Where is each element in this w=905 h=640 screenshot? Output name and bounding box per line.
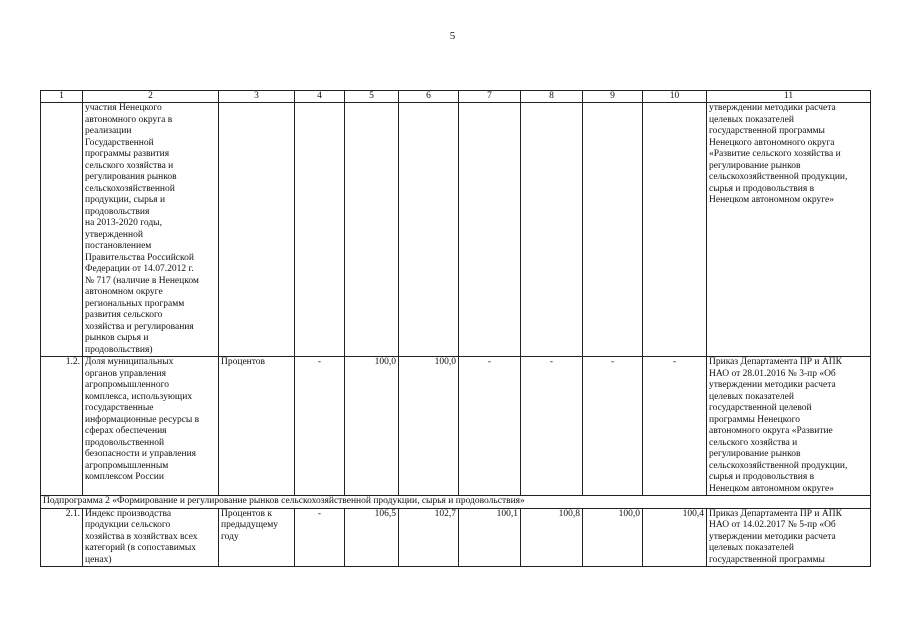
indicators-table [40, 90, 871, 567]
column-header: 11 [707, 91, 871, 103]
subprogram-title: Подпрограмма 2 «Формирование и регулирование рынков сельскохозяйственной продукции, сырья и продовольствия» [41, 496, 871, 509]
column-header: 2 [83, 91, 219, 103]
value-cell: 102,7 [399, 508, 459, 567]
value-cell [295, 103, 345, 357]
column-header: 6 [399, 91, 459, 103]
column-header: 7 [459, 91, 521, 103]
value-cell: - [583, 357, 643, 496]
value-cell: - [521, 357, 583, 496]
value-cell: - [643, 357, 707, 496]
unit-cell: Процентов [219, 357, 295, 496]
value-cell: - [295, 508, 345, 567]
value-cell: 100,8 [521, 508, 583, 567]
unit-cell [219, 103, 295, 357]
value-cell [345, 103, 399, 357]
column-header: 1 [41, 91, 83, 103]
row-number [41, 103, 83, 357]
value-cell: 100,0 [583, 508, 643, 567]
value-cell: 100,4 [643, 508, 707, 567]
indicator-name: Доля муниципальных органов управления агропромышленного комплекса, использующих государственные информационные ресурсы в сферах обеспечения продовольственной безопасности и управления агропромышленным комплексом России [83, 357, 219, 496]
table-row [41, 357, 871, 496]
column-header: 3 [219, 91, 295, 103]
header-row [41, 91, 871, 103]
subprogram-row [41, 496, 871, 509]
column-header: 5 [345, 91, 399, 103]
value-cell: 100,1 [459, 508, 521, 567]
indicator-name: Индекс производства продукции сельского хозяйства в хозяйствах всех категорий (в сопоставимых ценах) [83, 508, 219, 567]
unit-cell: Процентов к предыдущему году [219, 508, 295, 567]
row-number: 2.1. [41, 508, 83, 567]
column-header: 10 [643, 91, 707, 103]
source-document-cell: Приказ Департамента ПР и АПК НАО от 14.02.2017 № 5-пр «Об утверждении методики расчета целевых показателей государственной программы [707, 508, 871, 567]
table-row [41, 103, 871, 357]
value-cell [459, 103, 521, 357]
table-row [41, 508, 871, 567]
value-cell [643, 103, 707, 357]
page-number: 5 [449, 30, 456, 42]
row-number: 1.2. [41, 357, 83, 496]
column-header: 9 [583, 91, 643, 103]
value-cell: - [295, 357, 345, 496]
value-cell [521, 103, 583, 357]
source-document-cell: утверждении методики расчета целевых показателей государственной программы Ненецкого автономного округа «Развитие сельского хозяйства и регулирование рынков сельскохозяйственной продукции, сырья и продовольствия в Ненецком автономном округе» [707, 103, 871, 357]
value-cell [583, 103, 643, 357]
value-cell: 100,0 [399, 357, 459, 496]
value-cell: 100,0 [345, 357, 399, 496]
value-cell: 106,5 [345, 508, 399, 567]
value-cell [399, 103, 459, 357]
column-header: 4 [295, 91, 345, 103]
source-document-cell: Приказ Департамента ПР и АПК НАО от 28.01.2016 № 3-пр «Об утверждении методики расчета целевых показателей государственной целевой программы Ненецкого автономного округа «Развитие сельского хозяйства и регулирование рынков сельскохозяйственной продукции, сырья и продовольствия в Ненецком автономном округе» [707, 357, 871, 496]
column-header: 8 [521, 91, 583, 103]
indicator-name: участия Ненецкого автономного округа в реализации Государственной программы развития сельского хозяйства и регулирования рынков сельскохозяйственной продукции, сырья и продовольствия на 2013-2020 годы, утвержденной постановлением Правительства Российской Федерации от 14.07.2012 г. № 717 (наличие в Ненецком автономном округе региональных программ развития сельского хозяйства и регулирования рынков сырья и продовольствия) [83, 103, 219, 357]
value-cell: - [459, 357, 521, 496]
